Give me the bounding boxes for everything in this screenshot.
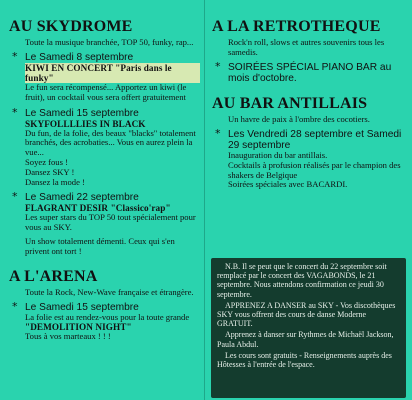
event-line: Dansez SKY !: [25, 166, 75, 177]
skydrome-heading: AU SKYDROME: [9, 18, 133, 35]
event-tagline: Tous à vos marteaux ! ! !: [25, 331, 111, 342]
skydrome-intro: Toute la musique branchée, TOP 50, funky, rap...: [25, 37, 194, 47]
asterisk-bullet-icon: *: [12, 105, 18, 119]
event-title: FLAGRANT DESIR "Classico'rap": [25, 203, 171, 214]
notice-panel: [211, 258, 406, 398]
event-date: Le Samedi 15 septembre: [25, 301, 139, 313]
event-description: Du fun, de la folie, des beaux "blacks" totalement branchés, des acrobaties... Vous en aurez plein la vue...: [25, 127, 196, 158]
asterisk-bullet-icon: *: [12, 50, 18, 63]
event-date: Le Samedi 8 septembre: [25, 52, 134, 63]
event-skyfollies: [9, 105, 200, 188]
right-column: [204, 0, 412, 400]
event-title: SKYFOLLLLIES IN BLACK: [25, 118, 146, 129]
notice-concert-change: N.B. Il se peut que le concert du 22 septembre soit remplacé par le concert des VAGABONDS, le 21 septembre. Nous attendons confirmation ce jeudi 30 septembre.: [217, 262, 387, 299]
event-description: Les super stars du TOP 50 tout spécialement pour vous au SKY.: [25, 212, 196, 233]
antillais-intro: Un havre de paix à l'ombre des cocotiers.: [228, 114, 370, 124]
event-flagrant-desir: [9, 192, 200, 256]
notice-info: Les cours sont gratuits - Renseignements auprès des Hôtesses à l'entrée de l'espace.: [217, 350, 392, 370]
event-bar-inauguration: [212, 129, 406, 190]
event-description: Un show totalement démenti. Ceux qui s'en privent ont tort !: [25, 235, 175, 256]
event-date: SOIRÉES SPÉCIAL PIANO BAR au mois d'octobre.: [228, 62, 392, 84]
left-column: [0, 0, 204, 400]
arena-heading: A L'ARENA: [9, 267, 98, 285]
asterisk-bullet-icon: *: [12, 299, 18, 313]
retrotheque-heading: A LA RETROTHEQUE: [212, 18, 381, 35]
event-description: Le fun sera récompensé... Apportez un kiwi (le fruit), un cocktail vous sera offert gratuitement: [25, 82, 187, 102]
event-description: Inauguration du bar antillais.: [228, 150, 328, 160]
retrotheque-intro: Rock'n roll, slows et autres souvenirs tous les samedis.: [228, 37, 385, 57]
event-line: Dansez la mode !: [25, 176, 85, 187]
event-date: Les Vendredi 28 septembre et Samedi 29 septembre: [228, 129, 402, 151]
notice-dance-lessons: APPRENEZ A DANSER au SKY - Vos discothèques SKY vous offrent des cours de danse Moderne GRATUIT.: [217, 300, 396, 329]
event-date: Le Samedi 15 septembre: [25, 107, 139, 119]
event-piano-bar: [212, 62, 406, 84]
arena-intro: Toute la Rock, New-Wave française et étrangère.: [25, 286, 194, 297]
event-date: Le Samedi 22 septembre: [25, 192, 139, 204]
event-description: Cocktails à profusion réalisés par le champion des shakers de Belgique: [228, 159, 401, 180]
asterisk-bullet-icon: *: [215, 60, 221, 73]
event-kiwi: [9, 52, 200, 103]
event-demolition-night: [9, 299, 200, 343]
event-line: Soyez fous !: [25, 156, 68, 167]
antillais-heading: AU BAR ANTILLAIS: [212, 95, 368, 112]
event-description: La folie est au rendez-vous pour la toute grande: [25, 311, 190, 322]
asterisk-bullet-icon: *: [12, 190, 18, 204]
notice-dance-rhythms: Apprenez à danser sur Rythmes de Michaël Jackson, Paula Abdul.: [217, 330, 394, 349]
asterisk-bullet-icon: *: [215, 127, 221, 140]
event-title: KIWI EN CONCERT "Paris dans le funky": [25, 63, 200, 83]
event-title: "DEMOLITION NIGHT": [25, 322, 132, 333]
event-description: Soirées spéciales avec BACARDI.: [228, 179, 348, 190]
